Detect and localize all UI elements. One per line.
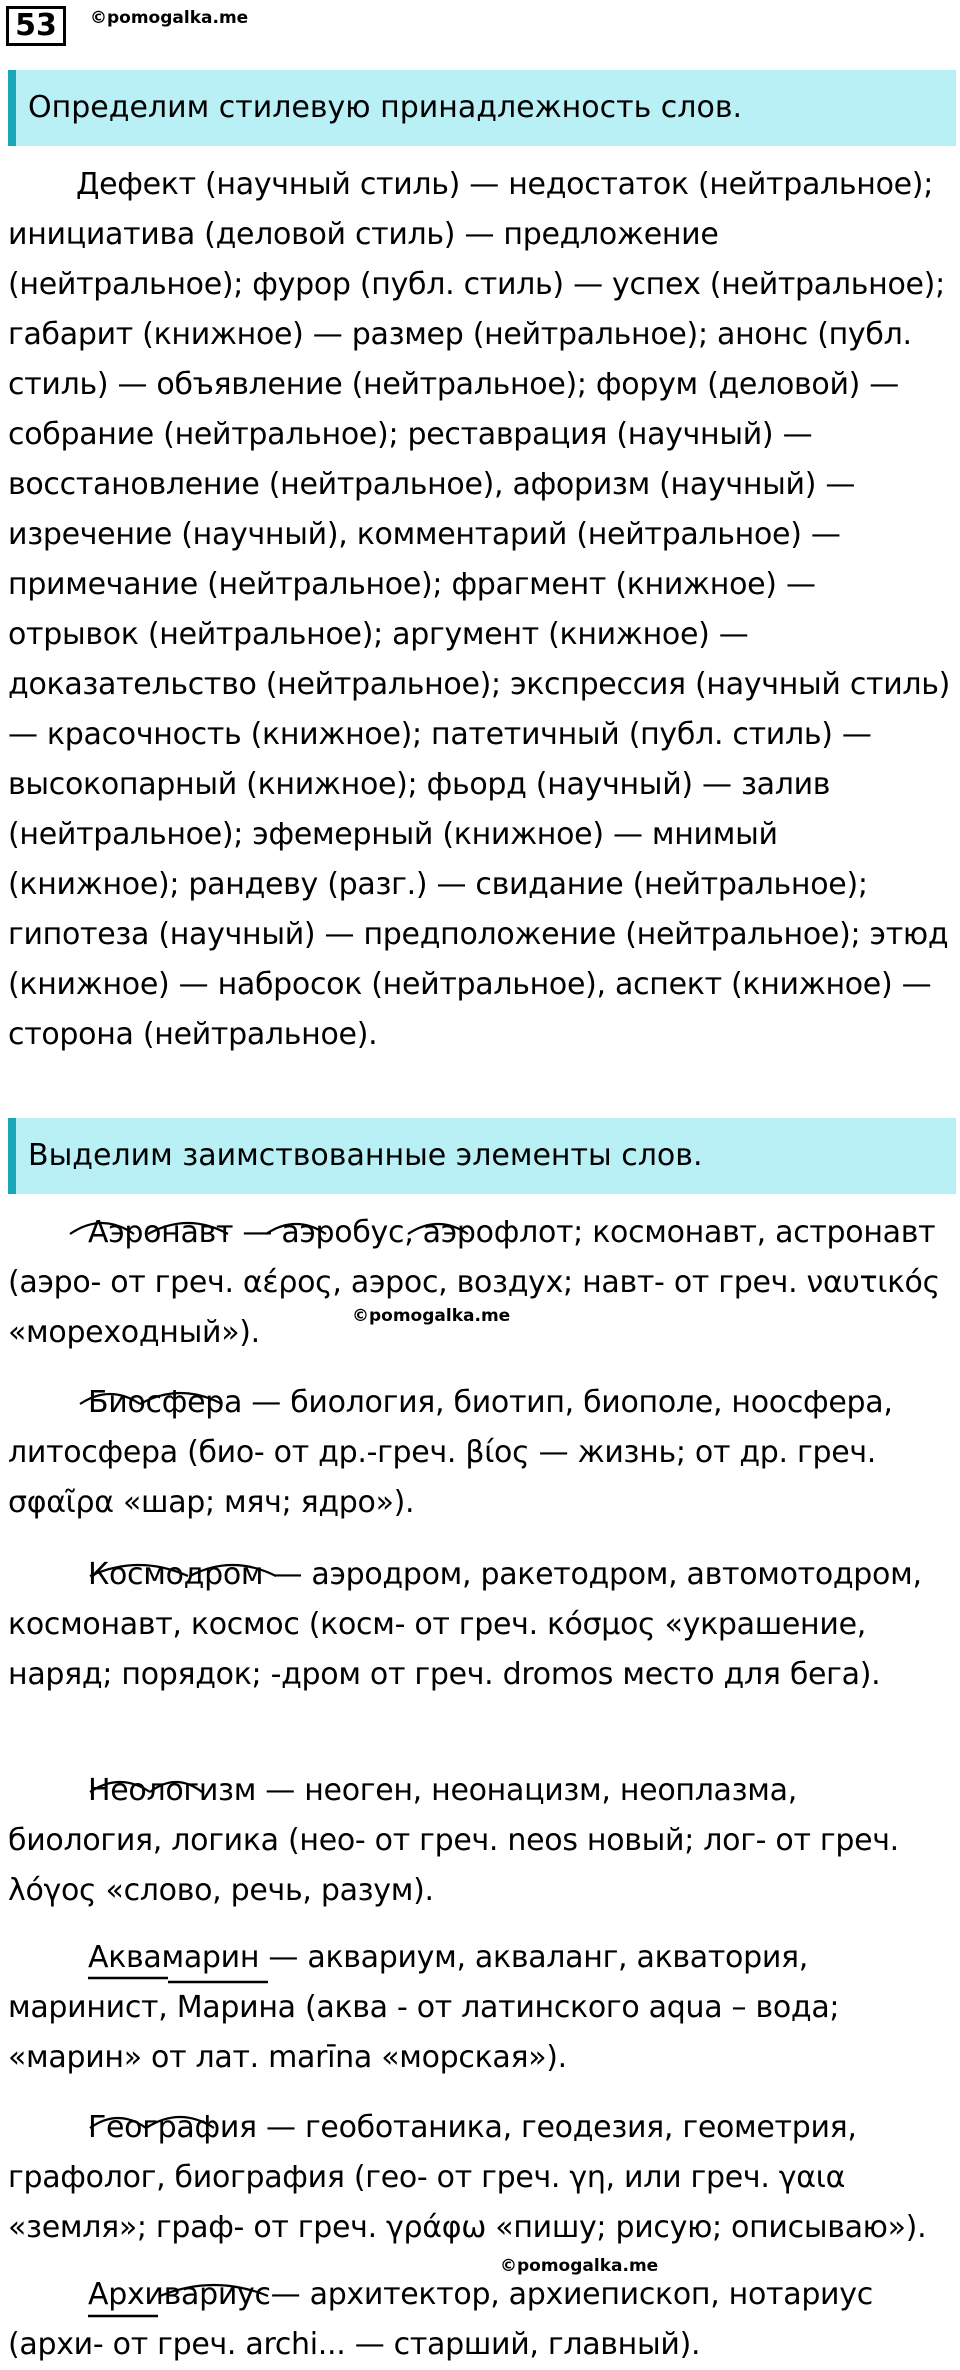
- example-word: Аквамарин: [88, 1940, 260, 1975]
- example-text: — аэробус, аэрофлот; космонавт, астронавт (аэро- от греч. αέρος, аэрос, воздух; навт- от греч. ναυτικός «мореходный»).: [8, 1215, 940, 1350]
- example-text: — геоботаника, геодезия, геометрия, графолог, биография (гео- от греч. γη, или греч. γαια «земля»; граф- от греч. γράφω «пишу; рисую; описываю»).: [8, 2110, 927, 2245]
- watermark-middle: ©pomogalka.me: [352, 1306, 511, 1326]
- section1-heading: Определим стилевую принадлежность слов.: [8, 70, 956, 146]
- example-arkhivarius: [8, 2270, 952, 2370]
- example-word: Космодром: [88, 1557, 264, 1592]
- example-text: — аквариум, акваланг, акватория, маринист, Марина (аква - от латинского aqua – вода; «марин» от лат. marīna «морская»).: [8, 1940, 840, 2075]
- watermark-bottom: ©pomogalka.me: [500, 2256, 659, 2276]
- example-word: Аэронавт: [88, 1215, 234, 1250]
- watermark-top: ©pomogalka.me: [90, 8, 249, 28]
- example-word: Архивариус: [88, 2277, 271, 2312]
- section1-body: Дефект (научный стиль) — недостаток (нейтральное); инициатива (деловой стиль) — предложение (нейтральное); фурор (публ. стиль) — успех (нейтральное); габарит (книжное) — размер (нейтральное); анонс (публ. стиль) — объявление (нейтральное); форум (деловой) — собрание (нейтральное); реставрация (научный) — восстановление (нейтральное), афоризм (научный) — изречение (научный), комментарий (нейтральное) — примечание (нейтральное); фрагмент (книжное) — отрывок (нейтральное); аргумент (книжное) — доказательство (нейтральное); экспрессия (научный стиль) — красочность (книжное); патетичный (публ. стиль) — высокопарный (книжное); фьорд (научный) — залив (нейтральное); эфемерный (книжное) — мнимый (книжное); рандеву (разг.) — свидание (нейтральное); гипотеза (научный) — предположение (нейтральное); этюд (книжное) — набросок (нейтральное), аспект (книжное) — сторона (нейтральное).: [8, 167, 951, 1052]
- example-word: Биосфера: [88, 1385, 243, 1420]
- section1-text: [8, 160, 952, 1060]
- section2-heading: Выделим заимствованные элементы слов.: [8, 1118, 956, 1194]
- example-text: — аэродром, ракетодром, автомотодром, космонавт, космос (косм- от греч. κόσμος «украшение, наряд; порядок; -дром от греч. dromos место для бега).: [8, 1557, 922, 1692]
- example-text: — неоген, неонацизм, неоплазма, биология, логика (нео- от греч. neos новый; лог- от греч. λόγος «слово, речь, разум).: [8, 1773, 899, 1908]
- example-word: География: [88, 2110, 257, 2145]
- example-akvamarin: [8, 1933, 952, 2083]
- example-kosmodrom: [8, 1550, 952, 1700]
- example-aeronavt: [8, 1208, 952, 1358]
- example-geografiya: [8, 2103, 952, 2253]
- example-text: — архитектор, архиепископ, нотариус (архи- от греч. archi... — старший, главный).: [8, 2277, 873, 2362]
- example-neologizm: [8, 1766, 952, 1916]
- example-word: Неологизм: [88, 1773, 257, 1808]
- example-text: — биология, биотип, биополе, ноосфера, литосфера (био- от др.-греч. βίος — жизнь; от др. греч. σφαῖρα «шар; мяч; ядро»).: [8, 1385, 893, 1520]
- task-number: 53: [6, 6, 66, 46]
- example-biosfera: [8, 1378, 952, 1528]
